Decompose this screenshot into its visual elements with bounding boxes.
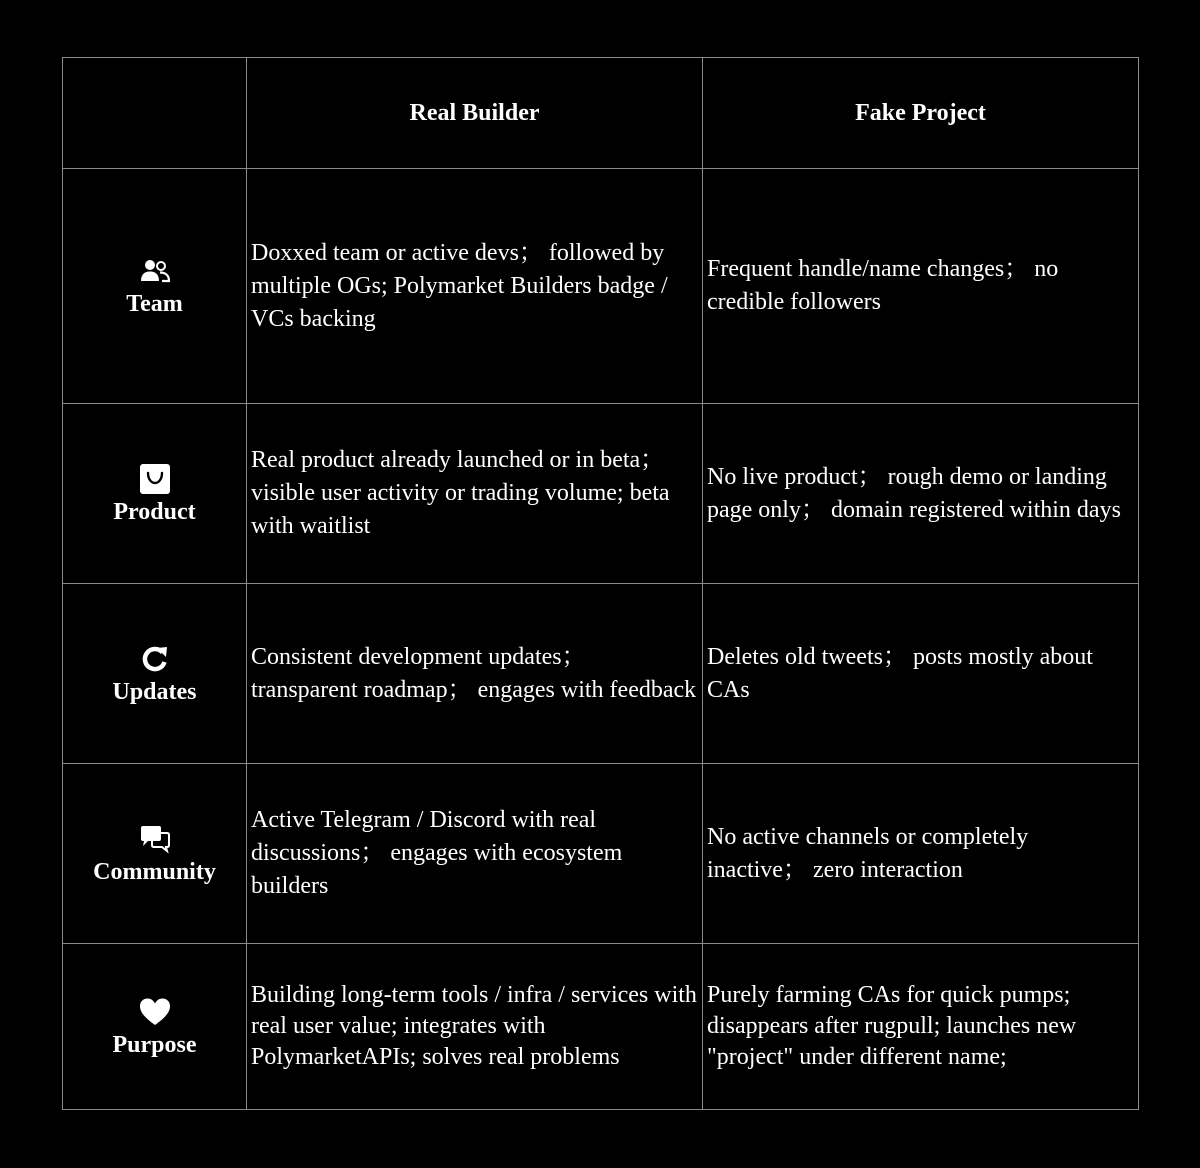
- header-blank-cell: [63, 58, 247, 169]
- fake-project-cell: Purely farming CAs for quick pumps; disappears after rugpull; launches new "project" under different name;: [703, 944, 1139, 1110]
- row-label-text: Updates: [112, 678, 197, 705]
- table-row-product: [63, 404, 1139, 584]
- real-builder-cell: Building long-term tools / infra / services with real user value; integrates with PolymarketAPIs; solves real problems: [247, 944, 703, 1110]
- table-row-updates: [63, 584, 1139, 764]
- refresh-icon: [138, 642, 172, 676]
- row-label-product: [63, 404, 247, 584]
- heart-icon: [138, 995, 172, 1029]
- users-icon: [138, 254, 172, 288]
- real-builder-cell: Real product already launched or in beta； visible user activity or trading volume; beta with waitlist: [247, 404, 703, 584]
- comparison-table: [62, 57, 1139, 1110]
- chat-bubbles-icon: [138, 822, 172, 856]
- row-label-text: Community: [93, 858, 216, 885]
- row-label-community: [63, 764, 247, 944]
- real-builder-cell: Active Telegram / Discord with real discussions； engages with ecosystem builders: [247, 764, 703, 944]
- row-label-text: Product: [113, 498, 196, 525]
- row-label-text: Purpose: [112, 1031, 197, 1058]
- row-label-text: Team: [126, 291, 183, 317]
- row-label-purpose: [63, 944, 247, 1110]
- header-real-builder: Real Builder: [247, 58, 703, 169]
- row-label-updates: [63, 584, 247, 764]
- real-builder-cell: Doxxed team or active devs； followed by multiple OGs; Polymarket Builders badge / VCs backing: [247, 169, 703, 404]
- row-label-team: [63, 169, 247, 404]
- fake-project-cell: Deletes old tweets； posts mostly about CAs: [703, 584, 1139, 764]
- fake-project-cell: No live product； rough demo or landing page only； domain registered within days: [703, 404, 1139, 584]
- table-row-community: [63, 764, 1139, 944]
- shopping-bag-icon: [138, 462, 172, 496]
- table-row-team: [63, 169, 1139, 404]
- table-row-purpose: [63, 944, 1139, 1110]
- header-row: [63, 58, 1139, 169]
- real-builder-cell: Consistent development updates； transparent roadmap； engages with feedback: [247, 584, 703, 764]
- header-fake-project: Fake Project: [703, 58, 1139, 169]
- fake-project-cell: No active channels or completely inactive； zero interaction: [703, 764, 1139, 944]
- fake-project-cell: Frequent handle/name changes； no credible followers: [703, 169, 1139, 404]
